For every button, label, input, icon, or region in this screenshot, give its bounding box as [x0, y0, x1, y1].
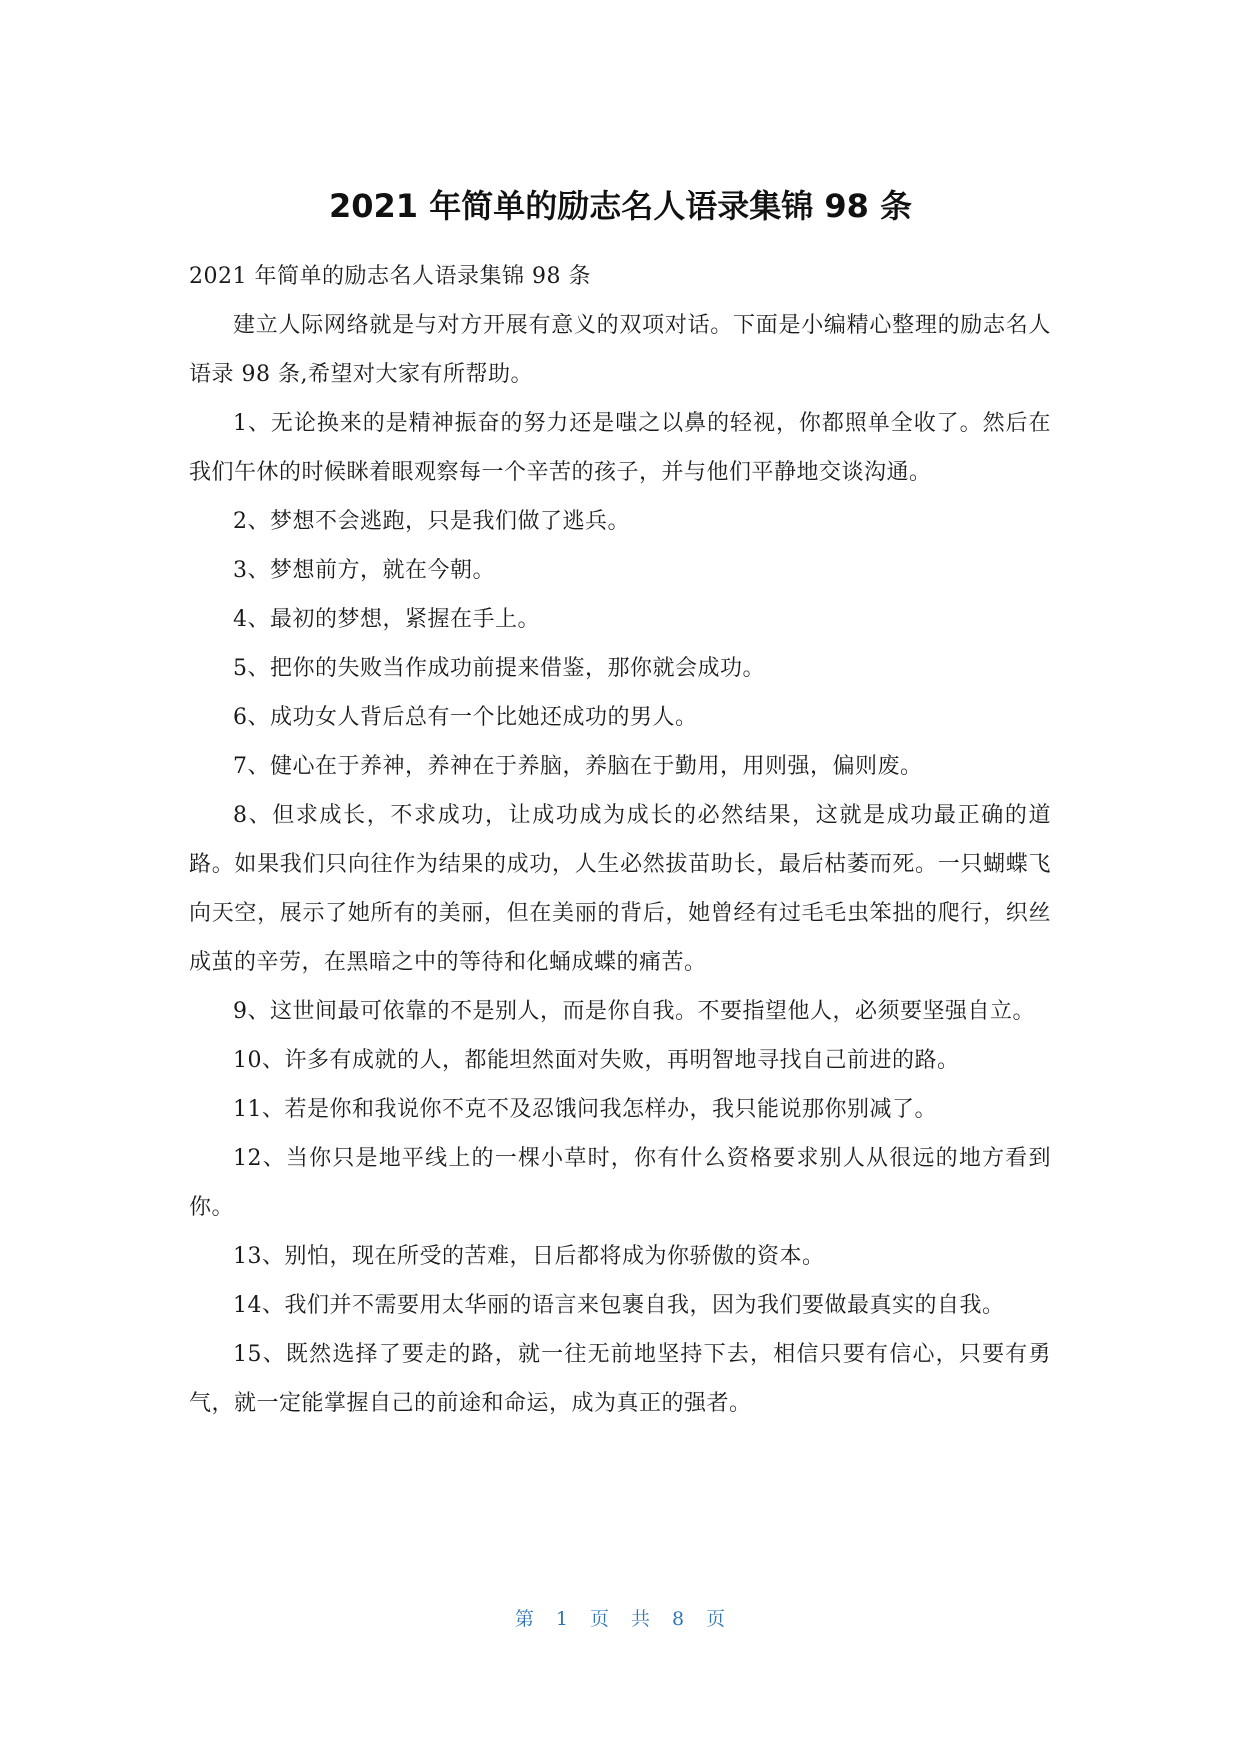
quote-item: 3、梦想前方，就在今朝。 [233, 558, 495, 583]
quote-item: 1、无论换来的是精神振奋的努力还是嗤之以鼻的轻视，你都照单全收了。然后在我们午休的时候眯着眼观察每一个辛苦的孩子，并与他们平静地交谈沟通。 [189, 411, 1051, 485]
quote-item: 5、把你的失败当作成功前提来借鉴，那你就会成功。 [233, 656, 765, 681]
document-subtitle: 2021 年简单的励志名人语录集锦 98 条 [189, 264, 591, 289]
intro-paragraph: 建立人际网络就是与对方开展有意义的双项对话。下面是小编精心整理的励志名人语录 98 条,希望对大家有所帮助。 [189, 313, 1051, 387]
quote-item: 7、健心在于养神，养神在于养脑，养脑在于勤用，用则强，偏则废。 [233, 754, 923, 779]
quote-item: 2、梦想不会逃跑，只是我们做了逃兵。 [233, 509, 630, 534]
quote-item: 9、这世间最可依靠的不是别人，而是你自我。不要指望他人，必须要坚强自立。 [233, 999, 1035, 1024]
quote-item: 13、别怕，现在所受的苦难，日后都将成为你骄傲的资本。 [233, 1244, 825, 1269]
page-number-footer: 第 1 页 共 8 页 [514, 1608, 727, 1630]
quote-item: 14、我们并不需要用太华丽的语言来包裹自我，因为我们要做最真实的自我。 [233, 1293, 1005, 1318]
quote-item: 15、既然选择了要走的路，就一往无前地坚持下去，相信只要有信心，只要有勇气，就一定能掌握自己的前途和命运，成为真正的强者。 [189, 1342, 1051, 1416]
document-body [189, 252, 1051, 1428]
quote-item: 10、许多有成就的人，都能坦然面对失败，再明智地寻找自己前进的路。 [233, 1048, 960, 1073]
quote-item: 6、成功女人背后总有一个比她还成功的男人。 [233, 705, 698, 730]
quote-item: 11、若是你和我说你不克不及忍饿问我怎样办，我只能说那你别减了。 [233, 1097, 937, 1122]
quote-item: 4、最初的梦想，紧握在手上。 [233, 607, 540, 632]
quote-item: 8、但求成长，不求成功，让成功成为成长的必然结果，这就是成功最正确的道路。如果我们只向往作为结果的成功，人生必然拔苗助长，最后枯萎而死。一只蝴蝶飞向天空，展示了她所有的美丽，但在美丽的背后，她曾经有过毛毛虫笨拙的爬行，织丝成茧的辛劳，在黑暗之中的等待和化蛹成蝶的痛苦。 [189, 803, 1051, 975]
quote-item: 12、当你只是地平线上的一棵小草时，你有什么资格要求别人从很远的地方看到你。 [189, 1146, 1051, 1220]
document-title: 2021 年简单的励志名人语录集锦 98 条 [328, 187, 913, 225]
